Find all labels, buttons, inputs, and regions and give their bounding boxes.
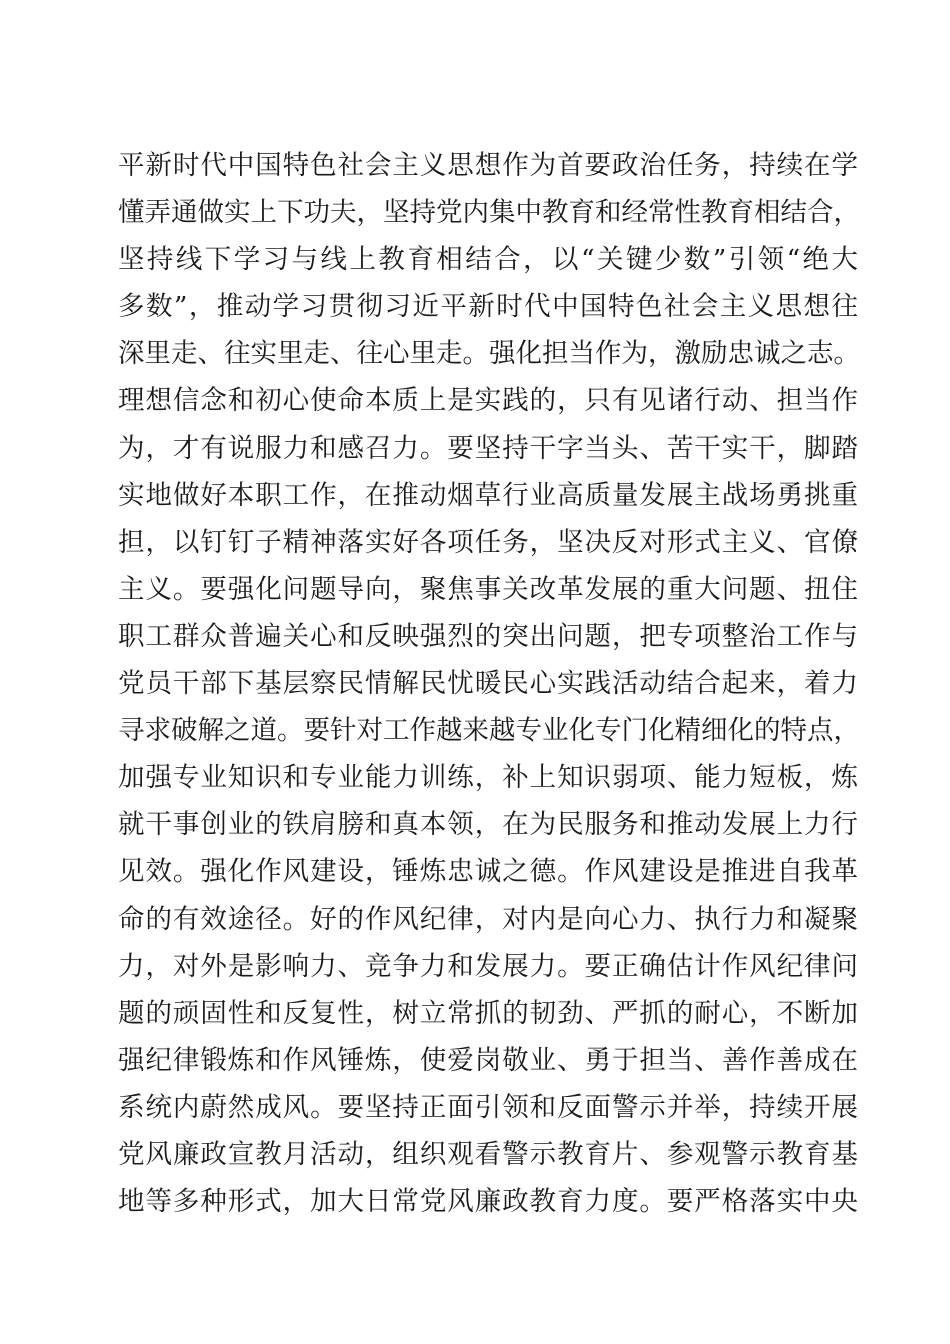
text-line-1: 平新时代中国特色社会主义思想作为首要政治任务，持续在学 <box>118 150 858 181</box>
text-line-10: 主义。要强化问题导向，聚焦事关改革发展的重大问题、扭住 <box>118 573 858 605</box>
text-line-5: 深里走、往实里走、往心里走。强化担当作为，激励忠诚之志。 <box>118 338 860 370</box>
text-line-22: 党风廉政宣教月活动，组织观看警示教育片、参观警示教育基 <box>118 1138 858 1170</box>
text-line-9: 担，以钉钉子精神落实好各项任务，坚决反对形式主义、官僚 <box>118 526 858 558</box>
text-line-4: 多数”，推动学习贯彻习近平新时代中国特色社会主义思想往 <box>118 291 858 323</box>
text-line-3: 坚持线下学习与线上教育相结合，以“关键少数”引领“绝大 <box>118 244 858 276</box>
text-line-19: 题的顽固性和反复性，树立常抓的韧劲、严抓的耐心，不断加 <box>118 997 858 1029</box>
text-line-14: 加强专业知识和专业能力训练，补上知识弱项、能力短板，炼 <box>118 762 858 794</box>
text-line-11: 职工群众普遍关心和反映强烈的突出问题，把专项整治工作与 <box>118 620 858 652</box>
text-line-15: 就干事创业的铁肩膀和真本领，在为民服务和推动发展上力行 <box>118 809 858 841</box>
text-line-6: 理想信念和初心使命本质上是实践的，只有见诸行动、担当作 <box>118 385 858 417</box>
text-line-12: 党员干部下基层察民情解民忧暖民心实践活动结合起来，着力 <box>118 668 858 700</box>
body-paragraph <box>118 142 858 1225</box>
text-line-20: 强纪律锻炼和作风锤炼，使爱岗敬业、勇于担当、善作善成在 <box>118 1044 858 1076</box>
text-line-13: 寻求破解之道。要针对工作越来越专业化专门化精细化的特点， <box>118 715 860 747</box>
text-line-7: 为，才有说服力和感召力。要坚持干字当头、苦干实干，脚踏 <box>118 432 858 464</box>
text-line-8: 实地做好本职工作，在推动烟草行业高质量发展主战场勇挑重 <box>118 479 858 511</box>
text-line-21: 系统内蔚然成风。要坚持正面引领和反面警示并举，持续开展 <box>118 1091 858 1123</box>
text-line-17: 命的有效途径。好的作风纪律，对内是向心力、执行力和凝聚 <box>118 903 858 935</box>
text-line-23: 地等多种形式，加大日常党风廉政教育力度。要严格落实中央 <box>118 1186 858 1218</box>
text-line-2: 懂弄通做实上下功夫，坚持党内集中教育和经常性教育相结合， <box>118 197 860 229</box>
text-line-18: 力，对外是影响力、竞争力和发展力。要正确估计作风纪律问 <box>118 950 858 982</box>
text-line-16: 见效。强化作风建设，锤炼忠诚之德。作风建设是推进自我革 <box>118 856 858 888</box>
